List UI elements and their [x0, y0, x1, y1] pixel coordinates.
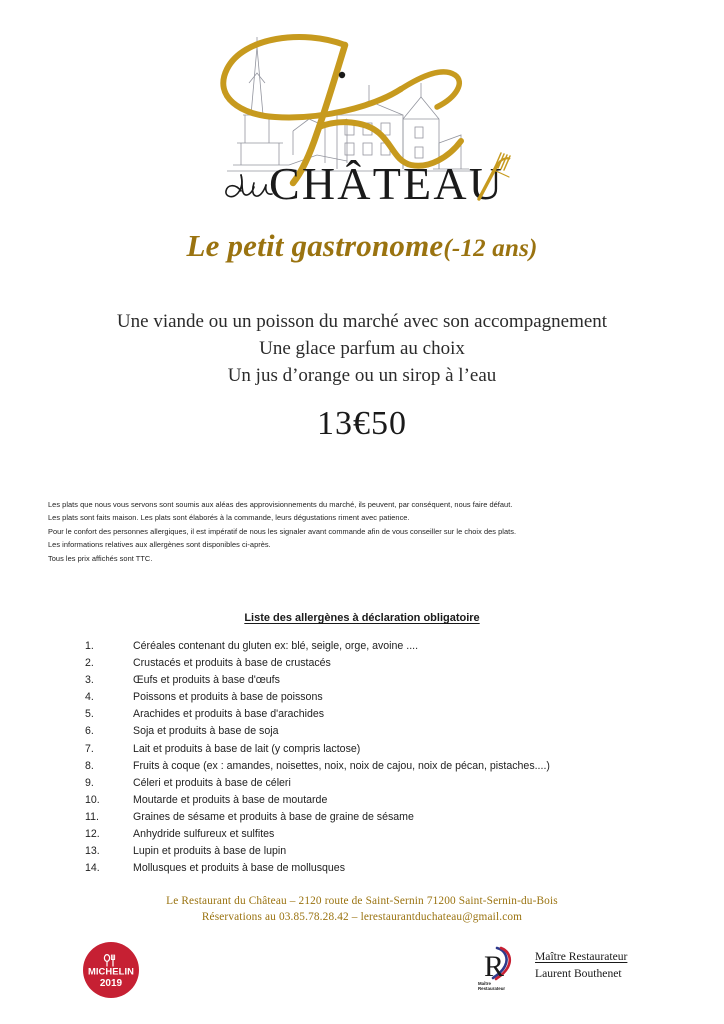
logo-artwork	[197, 23, 527, 203]
chateau-sketch-icon	[227, 37, 473, 171]
allergen-text: Crustacés et produits à base de crustacés	[133, 657, 331, 670]
menu-title-age: (-12 ans)	[443, 235, 538, 262]
allergen-list-heading: Liste des allergènes à déclaration obligatoire	[244, 612, 480, 624]
allergen-text: Céleri et produits à base de céleri	[133, 776, 291, 789]
allergen-number: 10.	[85, 793, 100, 806]
disclaimer-line-5: Tous les prix affichés sont TTC.	[48, 553, 153, 563]
page-title	[0, 228, 724, 264]
allergen-item	[0, 723, 724, 740]
allergen-item	[0, 775, 724, 792]
maitre-emblem-caption-2: Restaurateur	[478, 986, 506, 991]
michelin-badge	[82, 941, 140, 999]
allergen-text: Moutarde et produits à base de moutarde	[133, 793, 328, 806]
allergen-number: 7.	[85, 742, 94, 755]
allergen-number: 14.	[85, 862, 100, 875]
allergen-list	[0, 638, 724, 877]
allergen-text: Mollusques et produits à base de mollusques	[133, 862, 345, 875]
allergen-text: Soja et produits à base de soja	[133, 725, 279, 738]
menu-line-2: Une glace parfum au choix	[259, 338, 465, 359]
allergen-text: Céréales contenant du gluten ex: blé, seigle, orge, avoine ....	[133, 640, 419, 652]
allergen-text: Fruits à coque (ex : amandes, noisettes, noix, noix de cajou, noix de pécan, pistaches....)	[133, 759, 550, 772]
allergen-text: Lait et produits à base de lait (y compris lactose)	[133, 742, 361, 755]
michelin-year-text: 2019	[99, 978, 123, 989]
allergen-number: 1.	[85, 640, 94, 652]
logo-dot-icon	[339, 72, 345, 78]
allergen-number: 4.	[85, 691, 94, 704]
allergen-text: Arachides et produits à base d'arachides	[133, 708, 325, 721]
disclaimer-line-4: Les informations relatives aux allergènes sont disponibles ci-après.	[48, 540, 271, 550]
allergen-item	[0, 758, 724, 775]
du-script-icon	[226, 175, 272, 197]
allergen-text: Lupin et produits à base de lupin	[133, 845, 287, 858]
restaurant-logo	[0, 18, 724, 208]
allergen-number: 3.	[85, 674, 94, 687]
allergen-text: Graines de sésame et produits à base de graine de sésame	[133, 810, 414, 823]
menu-description	[0, 308, 724, 389]
allergen-item	[0, 638, 724, 655]
allergen-item	[0, 792, 724, 809]
allergen-text: Œufs et produits à base d'œufs	[133, 674, 280, 687]
allergen-item	[0, 706, 724, 723]
disclaimer-line-3: Pour le confort des personnes allergiques, il est impératif de nous les signaler avant commande afin de vous conseiller sur le choix des plats.	[48, 526, 517, 536]
allergen-item	[0, 843, 724, 860]
allergen-text: Poissons et produits à base de poissons	[133, 691, 323, 704]
allergen-number: 8.	[85, 759, 94, 772]
allergen-item	[0, 809, 724, 826]
menu-line-1: Une viande ou un poisson du marché avec son accompagnement	[116, 311, 608, 332]
allergen-item	[0, 826, 724, 843]
maitre-restaurateur-credit	[535, 948, 705, 982]
maitre-name: Laurent Bouthenet	[535, 967, 622, 980]
chateau-wordmark: CHÂTEAU	[269, 158, 505, 203]
disclaimer-line-2: Les plats sont faits maison. Les plats sont élaborés à la commande, leurs dégustations riment avec patience.	[48, 513, 410, 523]
allergen-item	[0, 860, 724, 877]
menu-title-main: Le petit gastronome	[186, 228, 444, 263]
allergen-number: 9.	[85, 776, 94, 789]
allergen-item	[0, 741, 724, 758]
disclaimer-line-1: Les plats que nous vous servons sont soumis aux aléas des approvisionnements du marché, ils peuvent, par conséquent, nous faire défaut.	[48, 500, 513, 509]
maitre-title: Maître Restaurateur	[535, 950, 628, 963]
michelin-brand-text: MICHELIN	[87, 965, 135, 977]
maitre-emblem-letter: R	[484, 950, 505, 983]
menu-line-3: Un jus d’orange ou un sirop à l’eau	[227, 365, 497, 386]
footer-contact	[0, 893, 724, 925]
allergen-number: 6.	[85, 725, 94, 738]
maitre-restaurateur-emblem	[473, 942, 519, 994]
menu-price: 13€50	[317, 405, 407, 442]
allergen-number: 11.	[85, 810, 99, 823]
footer-address: Le Restaurant du Château – 2120 route de Saint-Sernin 71200 Saint-Sernin-du-Bois	[166, 895, 558, 907]
footer-reservations: Réservations au 03.85.78.28.42 – lerestaurantduchateau@gmail.com	[201, 911, 523, 923]
allergen-item	[0, 672, 724, 689]
allergen-item	[0, 689, 724, 706]
allergen-number: 13.	[85, 845, 100, 858]
maitre-emblem-caption-1: Maître	[478, 981, 491, 986]
allergen-item	[0, 655, 724, 672]
allergen-number: 2.	[85, 657, 94, 670]
allergen-number: 12.	[85, 828, 100, 841]
allergen-text: Anhydride sulfureux et sulfites	[133, 828, 275, 841]
disclaimer-block	[48, 498, 648, 565]
allergen-number: 5.	[85, 708, 94, 721]
